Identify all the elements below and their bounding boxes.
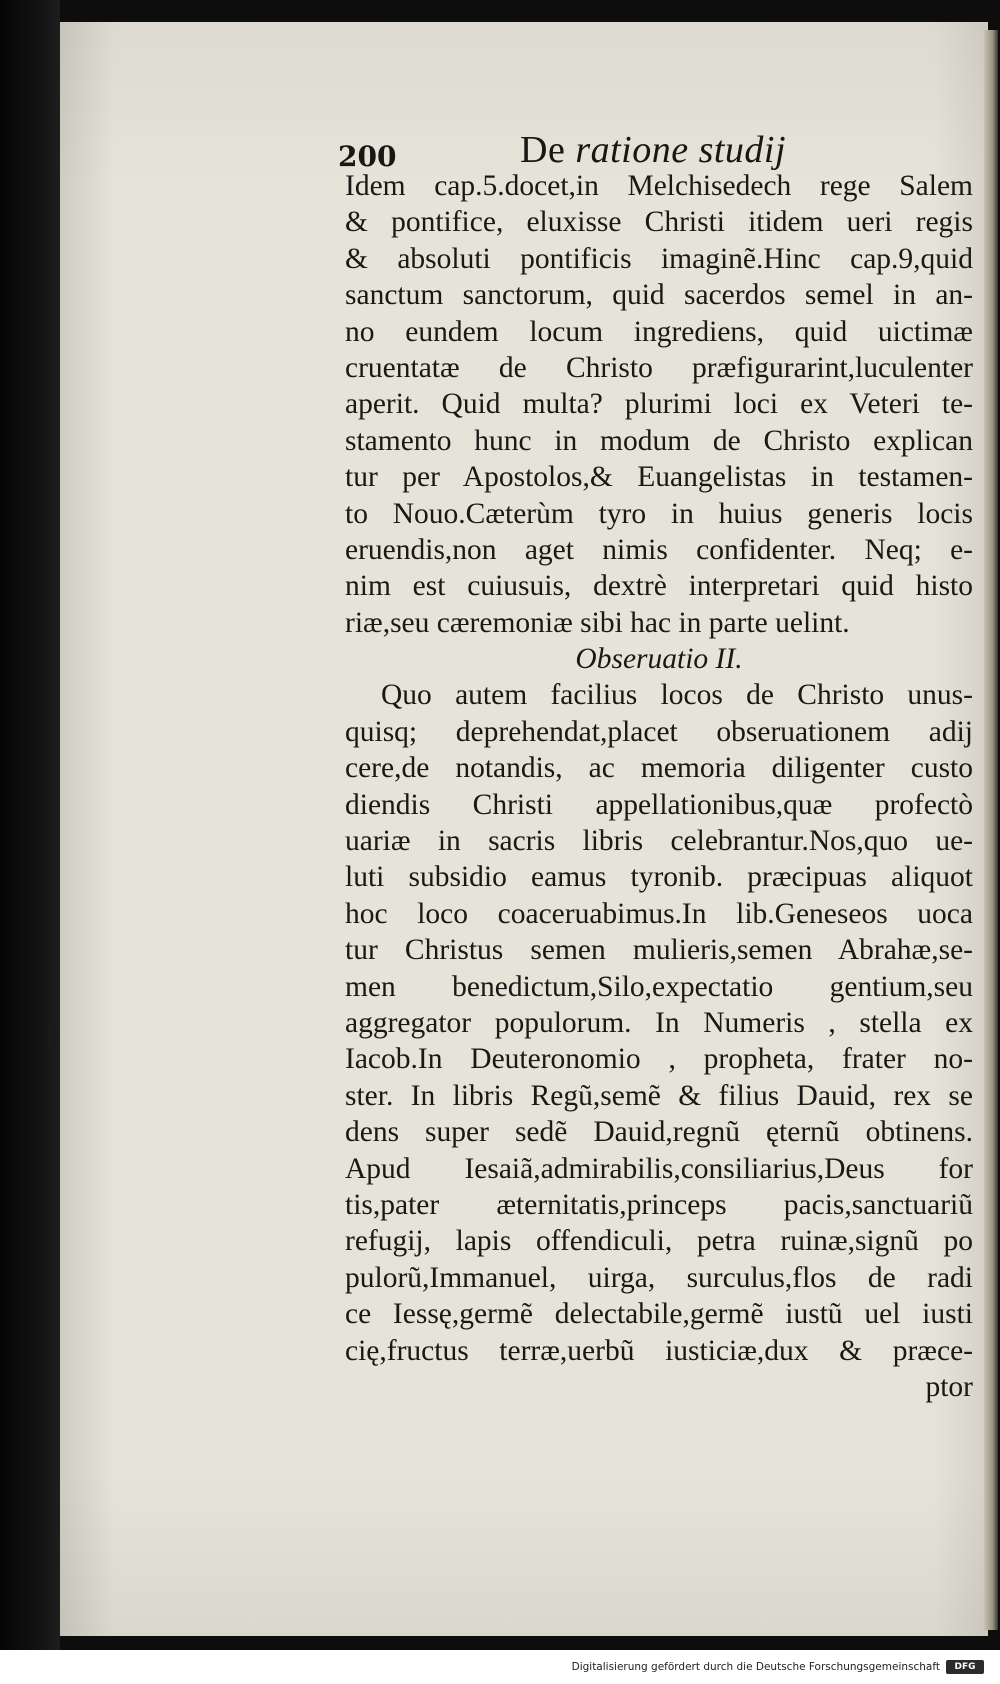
text-line: aperit. Quid multa? plurimi loci ex Veteri te- — [345, 388, 973, 421]
text-line: tis,pater æternitatis,princeps pacis,sanctuariũ — [345, 1188, 973, 1221]
text-line: ce Iessę,germẽ delectabile,germẽ iustũ uel iusti — [345, 1298, 973, 1331]
running-title — [520, 128, 786, 172]
text-line: Apud Iesaiã,admirabilis,consiliarius,Deus for — [345, 1152, 973, 1185]
section-heading: Obseruatio II. — [575, 643, 743, 676]
text-line: pulorũ,Immanuel, uirga, surculus,flos de radi — [345, 1261, 973, 1294]
text-line: cere,de notandis, ac memoria diligenter custo — [345, 752, 973, 785]
text-line: aggregator populorum. In Numeris , stella ex — [345, 1006, 973, 1039]
text-line: Idem cap.5.docet,in Melchisedech rege Salem — [345, 170, 973, 202]
text-line: men benedictum,Silo,expectatio gentium,seu — [345, 970, 973, 1003]
text-line: to Nouo.Cæterùm tyro in huius generis locis — [345, 497, 973, 530]
text-line: ster. In libris Regũ,semẽ & filius Dauid, rex se — [345, 1079, 973, 1112]
text-line: refugij, lapis offendiculi, petra ruinæ,signũ po — [345, 1225, 973, 1258]
text-line: dens super sedẽ Dauid,regnũ ęternũ obtinens. — [345, 1116, 973, 1149]
text-line: cruentatæ de Christo præfigurarint,luculenter — [345, 351, 973, 384]
running-title-prefix: De — [520, 129, 566, 171]
page-number: 200 — [338, 140, 397, 173]
text-line: luti subsidio eamus tyronib. præcipuas aliquot — [345, 861, 973, 894]
binding-notch — [48, 1020, 60, 1056]
text-line: & absoluti pontificis imaginẽ.Hinc cap.9,quid — [345, 242, 973, 275]
text-line: cię,fructus terræ,uerbũ iusticiæ,dux & præce- — [345, 1334, 973, 1367]
text-line: eruendis,non aget nimis confidenter. Neq; e- — [345, 533, 973, 566]
text-line: diendis Christi appellationibus,quæ profectò — [345, 788, 973, 821]
footer-bar — [0, 1650, 1000, 1684]
text-line: Quo autem facilius locos de Christo unus- — [381, 679, 973, 712]
catchword: ptor — [925, 1370, 973, 1403]
text-line: riæ,seu cæremoniæ sibi hac in parte uelint. — [345, 606, 850, 639]
text-line: Iacob.In Deuteronomio , propheta, frater no- — [345, 1043, 973, 1076]
text-line: tur Christus semen mulieris,semen Abrahæ,se- — [345, 934, 973, 967]
text-line: quisq; deprehendat,placet obseruationem adij — [345, 715, 973, 748]
dfg-logo-icon: DFG — [946, 1660, 984, 1674]
text-line: & pontifice, eluxisse Christi itidem ueri regis — [345, 206, 973, 239]
book-binding-edge — [0, 0, 60, 1650]
text-line: sanctum sanctorum, quid sacerdos semel in an- — [345, 279, 973, 312]
page-fore-edge — [984, 30, 998, 1630]
running-title-italic: ratione studij — [575, 129, 787, 171]
text-line: hoc loco coaceruabimus.In lib.Geneseos uoca — [345, 897, 973, 930]
text-line: nim est cuiusuis, dextrè interpretari quid histo — [345, 570, 973, 603]
text-line: tur per Apostolos,& Euangelistas in testamen- — [345, 461, 973, 494]
text-line: uariæ in sacris libris celebrantur.Nos,quo ue- — [345, 825, 973, 858]
text-line: stamento hunc in modum de Christo explican — [345, 424, 973, 457]
digitization-credit: Digitalisierung gefördert durch die Deutsche Forschungsgemeinschaft — [571, 1661, 940, 1673]
text-line: no eundem locum ingrediens, quid uictimæ — [345, 315, 973, 348]
main-text-block — [345, 168, 973, 1405]
